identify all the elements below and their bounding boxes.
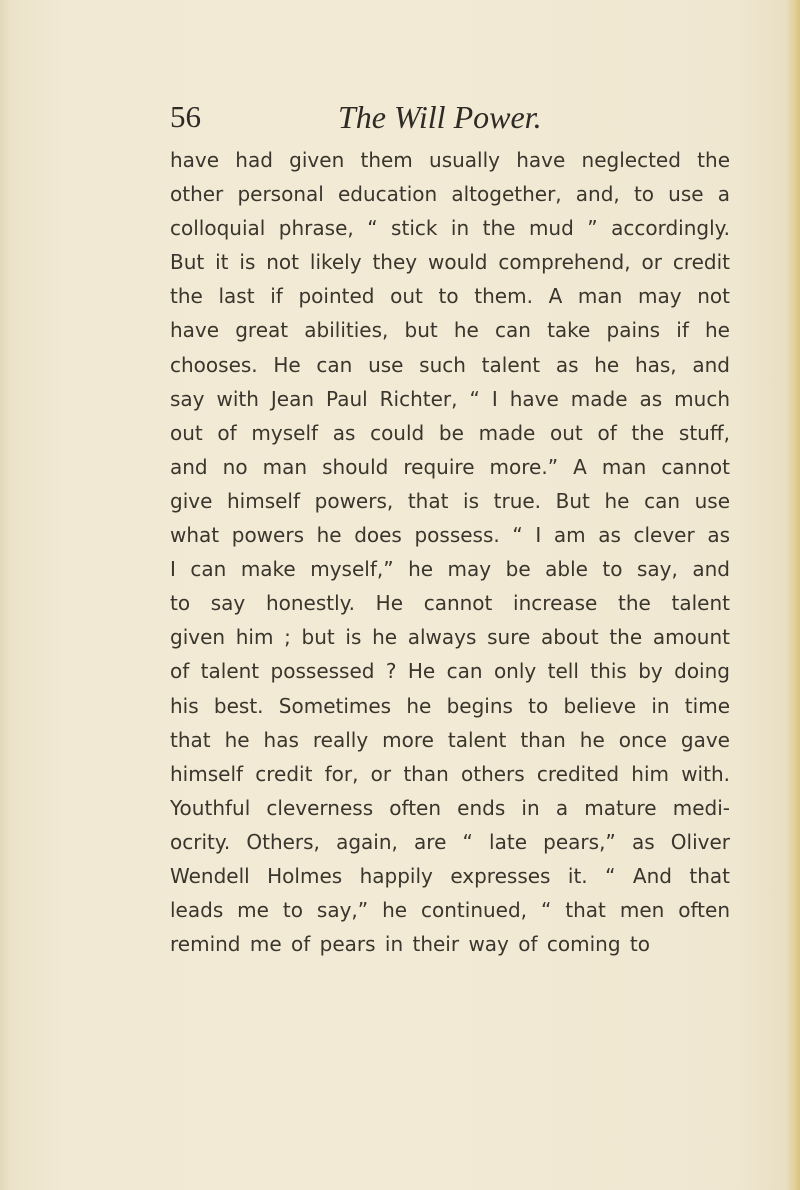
text-line: colloquial phrase, “ stick in the mud ” accordingly. (170, 216, 730, 241)
text-line: and no man should require more.” A man cannot (170, 454, 730, 479)
text-line: the last if pointed out to them. A man may not (170, 284, 730, 309)
text-line: say with Jean Paul Richter, “ I have made as much (170, 386, 730, 411)
page-gutter-shadow (0, 0, 10, 1190)
text-line: remind me of pears in their way of coming to (170, 932, 650, 957)
text-line: his best. Sometimes he begins to believe in time (170, 693, 730, 718)
text-line: have great abilities, but he can take pains if he (170, 318, 730, 343)
page-number: 56 (170, 99, 201, 134)
body-text (170, 143, 730, 961)
text-line: Wendell Holmes happily expresses it. “ And that (170, 863, 730, 888)
text-line: have had given them usually have neglected the (170, 148, 730, 172)
running-title: The Will Power. (338, 99, 542, 135)
text-line: give himself powers, that is true. But he can use (170, 488, 730, 513)
text-line: given him ; but is he always sure about the amount (170, 625, 730, 650)
text-line: But it is not likely they would comprehend, or credit (170, 250, 730, 275)
text-line: I can make myself,” he may be able to say, and (170, 557, 730, 582)
text-line: to say honestly. He cannot increase the talent (170, 591, 730, 616)
page-header (170, 95, 730, 139)
text-line: that he has really more talent than he once gave (170, 727, 730, 752)
text-line: of talent possessed ? He can only tell this by doing (170, 659, 730, 684)
text-line: leads me to say,” he continued, “ that men often (170, 898, 730, 923)
text-line: ocrity. Others, again, are “ late pears,” as Oliver (170, 829, 730, 854)
text-line: Youthful cleverness often ends in a mature medi- (170, 795, 730, 820)
page-edge-discoloration (786, 0, 800, 1190)
text-line: himself credit for, or than others credited him with. (170, 761, 730, 786)
text-line: what powers he does possess. “ I am as clever as (170, 523, 730, 548)
text-line: chooses. He can use such talent as he has, and (170, 352, 730, 377)
text-line: out of myself as could be made out of the stuff, (170, 420, 730, 445)
text-line: other personal education altogether, and, to use a (170, 182, 730, 207)
